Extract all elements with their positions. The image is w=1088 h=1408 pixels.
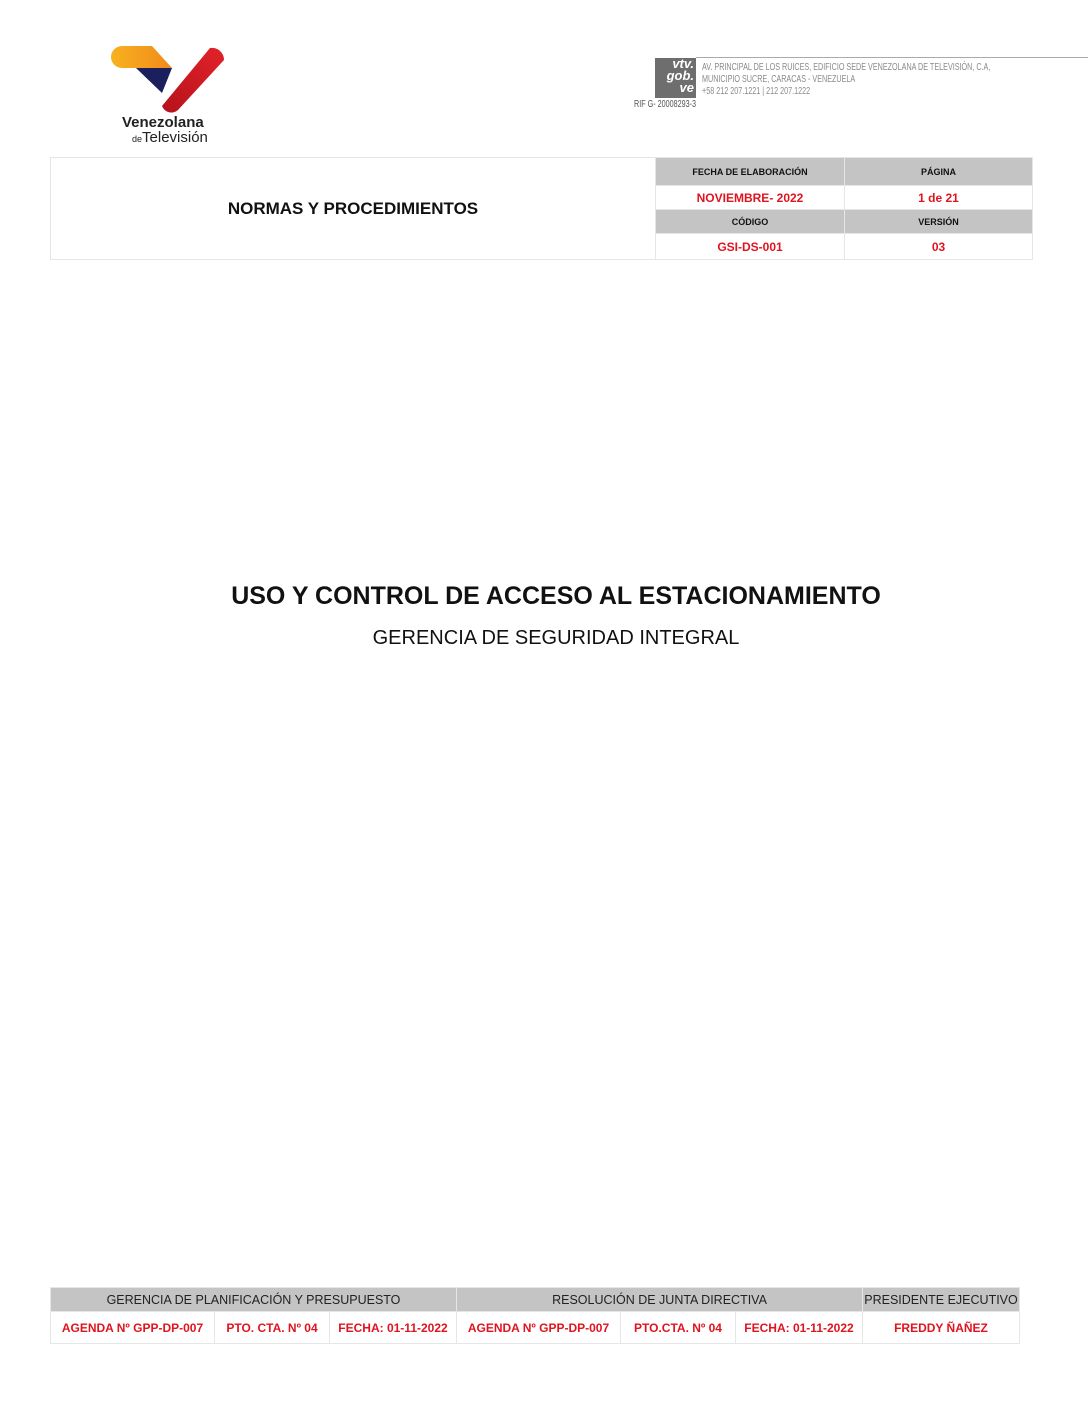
logo-text-television bbox=[132, 129, 208, 146]
vtv-gob-badge bbox=[655, 58, 696, 98]
logo-text-de: de bbox=[132, 134, 143, 144]
rif-number: RIF G- 20008293-3 bbox=[634, 99, 697, 110]
header-rule bbox=[696, 57, 1088, 58]
fecha-value: NOVIEMBRE- 2022 bbox=[656, 186, 845, 210]
document-subtitle: GERENCIA DE SEGURIDAD INTEGRAL bbox=[372, 627, 740, 649]
footer-value: PTO. CTA. Nº 04 bbox=[215, 1312, 330, 1344]
version-value: 03 bbox=[845, 234, 1033, 260]
footer-header: GERENCIA DE PLANIFICACIÓN Y PRESUPUESTO bbox=[51, 1288, 457, 1312]
version-label: VERSIÓN bbox=[845, 210, 1033, 234]
footer-header: RESOLUCIÓN DE JUNTA DIRECTIVA bbox=[457, 1288, 863, 1312]
footer-value: FECHA: 01-11-2022 bbox=[736, 1312, 863, 1344]
codigo-label: CÓDIGO bbox=[656, 210, 845, 234]
logo-text-tv: Televisión bbox=[142, 129, 208, 146]
footer-value: FREDDY ÑAÑEZ bbox=[863, 1312, 1020, 1344]
badge-line: ve bbox=[679, 80, 694, 95]
footer-value: FECHA: 01-11-2022 bbox=[330, 1312, 457, 1344]
footer-value: PTO.CTA. Nº 04 bbox=[621, 1312, 736, 1344]
document-header-table bbox=[50, 157, 1033, 260]
address-block bbox=[702, 62, 990, 98]
address-line: MUNICIPIO SUCRE, CARACAS - VENEZUELA bbox=[702, 74, 856, 85]
codigo-value: GSI-DS-001 bbox=[656, 234, 845, 260]
approval-footer-table bbox=[50, 1287, 1020, 1344]
vtv-logo-mark bbox=[110, 38, 240, 118]
footer-value: AGENDA Nº GPP-DP-007 bbox=[51, 1312, 215, 1344]
badge-line: vtv. bbox=[672, 56, 694, 71]
footer-header: PRESIDENTE EJECUTIVO bbox=[863, 1288, 1020, 1312]
pagina-value: 1 de 21 bbox=[845, 186, 1033, 210]
badge-line: gob. bbox=[666, 68, 694, 83]
address-line: AV. PRINCIPAL DE LOS RUICES, EDIFICIO SEDE VENEZOLANA DE TELEVISIÓN, C.A, bbox=[702, 62, 991, 73]
logo-text-venezolana: Venezolana bbox=[122, 114, 204, 131]
footer-value: AGENDA Nº GPP-DP-007 bbox=[457, 1312, 621, 1344]
pagina-label: PÁGINA bbox=[845, 158, 1033, 186]
document-type-title: NORMAS Y PROCEDIMIENTOS bbox=[51, 158, 656, 260]
fecha-label: FECHA DE ELABORACIÓN bbox=[656, 158, 845, 186]
phone-line: +58 212 207.1221 | 212 207.1222 bbox=[702, 86, 811, 97]
vtv-logo bbox=[110, 38, 240, 148]
document-title: USO Y CONTROL DE ACCESO AL ESTACIONAMIENTO bbox=[231, 582, 881, 610]
